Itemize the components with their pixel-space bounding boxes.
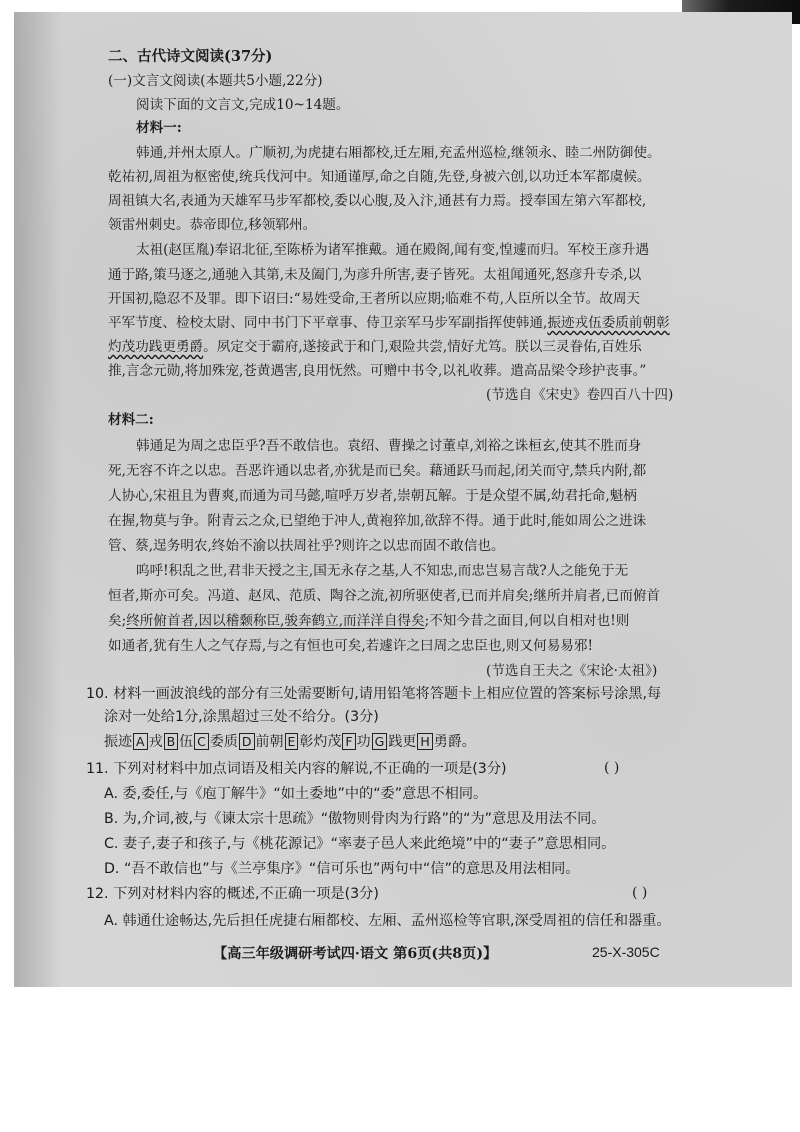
sentence-fragment: 前朝 xyxy=(255,734,284,750)
material1-line: 周祖镇大名,表通为天雄军马步军都校,委以心腹,及入汴,通甚有力焉。授奉国左第六军都校, xyxy=(108,193,647,209)
sentence-fragment: 委质 xyxy=(209,734,238,750)
material2-source: (节选自王夫之《宋论·太祖》) xyxy=(486,663,658,679)
question-10-options xyxy=(104,733,476,751)
material1-source: (节选自《宋史》卷四百八十四) xyxy=(486,387,674,403)
answer-blank-11[interactable]: ( ) xyxy=(604,760,620,776)
sentence-fragment: 彰灼茂 xyxy=(299,734,342,750)
question-11-option-b: B. 为,介词,被,与《谏太宗十思疏》“傲物则骨肉为行路”的“为”意思及用法不同。 xyxy=(104,811,606,827)
exam-code: 25-X-305C xyxy=(592,944,660,960)
question-11-option-c: C. 妻子,妻子和孩子,与《桃花源记》“率妻子邑人来此绝境”中的“妻子”意思相同。 xyxy=(104,836,616,852)
break-option-b[interactable]: B xyxy=(164,733,179,750)
question-10-stem-cont: 涂对一处给1分,涂黑超过三处不给分。(3分) xyxy=(104,709,379,725)
sentence-fragment: 功 xyxy=(356,734,371,750)
material1-line-text: 平军节度、检校太尉、同中书门下平章事、侍卫亲军马步军副指挥使韩通, xyxy=(108,315,548,331)
sentence-fragment: 戎 xyxy=(148,734,163,750)
wavy-underline-text: 灼茂功践更勇爵 xyxy=(108,339,204,355)
question-11-stem: 11. 下列对材料中加点词语及相关内容的解说,不正确的一项是(3分) xyxy=(86,761,507,777)
material2-line: 管、蔡,逞务明农,终始不渝以扶周社乎?则许之以忠而固不敢信也。 xyxy=(108,538,505,554)
material1-line: 开国初,隐忍不及罪。即下诏曰:“易姓受命,王者所以应期;临难不苟,人臣所以全节。故周天 xyxy=(108,291,641,307)
material1-label: 材料一: xyxy=(136,120,182,136)
material2-line: 死,无容不许之以忠。吾恶许通以忠者,亦犹是而已矣。藉通跃马而起,闭关而守,禁兵内附,都 xyxy=(108,463,647,479)
material1-line xyxy=(108,314,670,332)
sentence-fragment: 践更 xyxy=(388,734,417,750)
material2-line: 人协心,宋祖且为曹爽,而通为司马懿,喧呼万岁者,崇朝瓦解。于是众望不属,幼君托命,魁柄 xyxy=(108,488,637,504)
instruction: 阅读下面的文言文,完成10~14题。 xyxy=(136,97,350,113)
material2-line: 恒者,斯亦可矣。冯道、赵凤、范质、陶谷之流,初所驱使者,已而并肩矣;继所并肩者,已而俯首 xyxy=(108,588,661,604)
material1-line xyxy=(108,338,642,356)
scan-edge-shadow xyxy=(14,12,62,987)
material2-label: 材料二: xyxy=(108,412,154,428)
section-title: 二、古代诗文阅读(37分) xyxy=(108,48,273,65)
question-11-option-a: A. 委,委任,与《庖丁解牛》“如土委地”中的“委”意思不相同。 xyxy=(104,786,488,802)
break-option-c[interactable]: C xyxy=(194,733,209,750)
material2-line-text: ;不知今昔之面目,何以自相对也!则 xyxy=(424,613,630,629)
sentence-fragment: 伍 xyxy=(179,734,194,750)
break-option-h[interactable]: H xyxy=(417,733,432,750)
material2-line: 呜呼!积乱之世,君非天授之主,国无永存之基,人不知忠,而忠岂易言哉?人之能免于无 xyxy=(136,563,629,579)
break-option-g[interactable]: G xyxy=(372,733,388,750)
material1-line: 乾祐初,周祖为枢密使,统兵伐河中。知通谨厚,命之自随,先登,身被六创,以功迁本军都虞候。 xyxy=(108,169,651,185)
wavy-underline-text: 振迹戎伍委质前朝彰 xyxy=(547,315,670,331)
subsection-title: (一)文言文阅读(本题共5小题,22分) xyxy=(108,73,323,89)
material1-line: 通于路,策马逐之,通驰入其第,未及阖门,为彦升所害,妻子皆死。太祖闻通死,怒彦升专杀,以 xyxy=(108,267,642,283)
material1-line: 太祖(赵匡胤)奉诏北征,至陈桥为诸军推戴。通在殿阁,闻有变,惶遽而归。军校王彦升遇 xyxy=(136,242,649,258)
question-12-stem: 12. 下列对材料内容的概述,不正确一项是(3分) xyxy=(86,886,379,902)
material1-line-text: 。夙定交于霸府,遂接武于和门,艰险共尝,情好尤笃。朕以三灵眷佑,百姓乐 xyxy=(203,339,642,355)
material2-line: 如通者,犹有生人之气存焉,与之有恒也可矣,若遽许之曰周之忠臣也,则又何易易邪! xyxy=(108,638,593,654)
material1-line: 推,言念元勋,将加殊宠,苍黄遇害,良用怃然。可赠中书令,以礼收葬。遣高品梁令珍护丧事。” xyxy=(108,363,647,379)
question-12-option-a: A. 韩通仕途畅达,先后担任虎捷右厢都校、左厢、孟州巡检等官职,深受周祖的信任和器重。 xyxy=(104,913,671,929)
material2-line-text: 矣; xyxy=(108,613,127,629)
break-option-d[interactable]: D xyxy=(239,733,255,750)
answer-blank-12[interactable]: ( ) xyxy=(632,885,648,901)
material2-line: 韩通足为周之忠臣乎?吾不敢信也。袁绍、曹操之讨董卓,刘裕之诛桓玄,使其不胜而身 xyxy=(136,438,642,454)
question-10-stem: 10. 材料一画波浪线的部分有三处需要断句,请用铅笔将答题卡上相应位置的答案标号涂黑,每 xyxy=(86,686,662,702)
break-option-f[interactable]: F xyxy=(342,733,355,750)
underline-text: 终所俯首者,因以稽颡称臣,骏奔鹤立,而洋洋自得矣 xyxy=(126,613,425,629)
sentence-fragment: 振迹 xyxy=(104,734,132,750)
break-option-e[interactable]: E xyxy=(285,733,299,750)
material1-line: 领雷州刺史。恭帝即位,移领郓州。 xyxy=(108,217,317,233)
page-footer: 【高三年级调研考试四·语文 第6页(共8页)】 xyxy=(213,946,498,962)
question-11-option-d: D. “吾不敢信也”与《兰亭集序》“信可乐也”两句中“信”的意思及用法相同。 xyxy=(104,861,580,877)
material2-line: 在握,物莫与争。附青云之众,已望绝于冲人,黄袍猝加,欲辞不得。通于此时,能如周公之进诛 xyxy=(108,513,647,529)
material2-line xyxy=(108,612,629,630)
sentence-fragment: 勇爵。 xyxy=(433,734,476,750)
material1-line: 韩通,并州太原人。广顺初,为虎捷右厢都校,迁左厢,充孟州巡检,继领永、睦二州防御使。 xyxy=(136,145,661,161)
break-option-a[interactable]: A xyxy=(133,733,148,750)
